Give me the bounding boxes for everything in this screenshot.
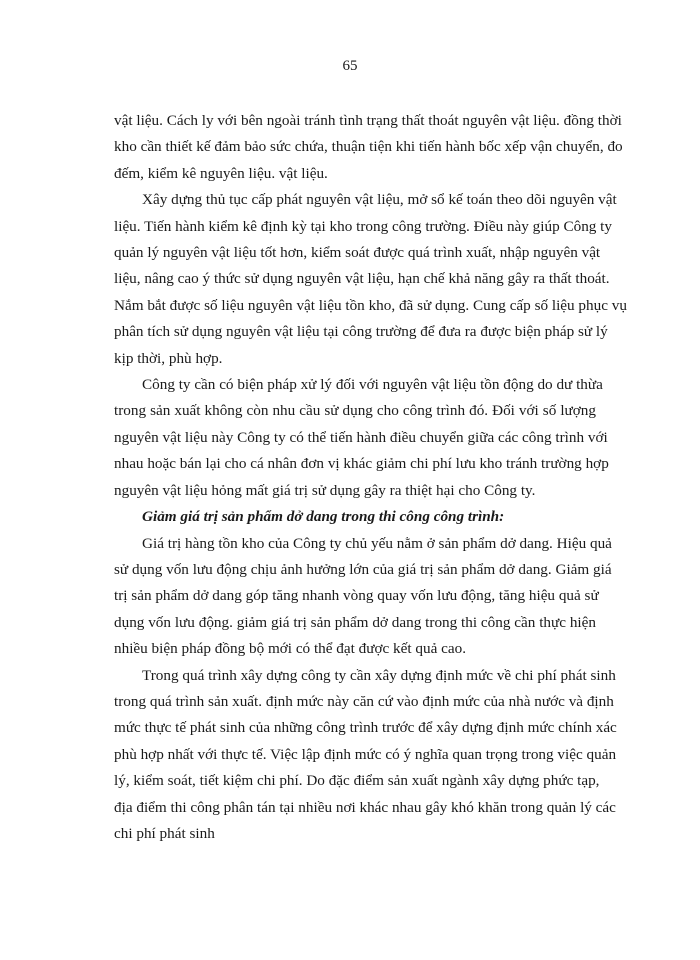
text-line: quản lý nguyên vật liệu tốt hơn, kiểm soát được quá trình xuất, nhập nguyên vật xyxy=(114,244,601,262)
document-body xyxy=(114,108,627,847)
text-line: kho cần thiết kế đảm bảo sức chứa, thuận tiện khi tiến hành bốc xếp vận chuyển, đo xyxy=(114,138,623,156)
paragraph-procedures xyxy=(114,187,627,372)
text-line: trong sản xuất không còn nhu cầu sử dụng cho công trình đó. Đối với số lượng xyxy=(114,402,596,420)
text-line: sử dụng vốn lưu động chịu ảnh hưởng lớn của giá trị sản phẩm dở dang. Giảm giá xyxy=(114,560,612,578)
text-line: Công ty cần có biện pháp xử lý đối với nguyên vật liệu tồn động do dư thừa xyxy=(142,376,603,394)
text-line: Nắm bắt được số liệu nguyên vật liệu tồn kho, đã sử dụng. Cung cấp số liệu phục vụ xyxy=(114,296,627,314)
text-line: vật liệu. Cách ly với bên ngoài tránh tình trạng thất thoát nguyên vật liệu. đồng thời xyxy=(114,112,622,129)
text-line: phù hợp nhất với thực tế. Việc lập định mức có ý nghĩa quan trọng trong việc quản xyxy=(114,745,617,763)
text-line: phân tích sử dụng nguyên vật liệu tại công trường để đưa ra được biện pháp sử lý xyxy=(114,323,608,341)
paragraph-storage xyxy=(114,108,623,187)
text-line: kịp thời, phù hợp. xyxy=(114,349,223,367)
text-line: liệu, nâng cao ý thức sử dụng nguyên vật liệu, hạn chế khả năng gây ra thất thoát. xyxy=(114,270,610,288)
text-line: lý, kiểm soát, tiết kiệm chi phí. Do đặc điểm sản xuất ngành xây dựng phức tạp, xyxy=(114,772,600,790)
text-line: Trong quá trình xây dựng công ty cần xây dựng định mức về chi phí phát sinh xyxy=(142,666,616,684)
text-line: chi phí phát sinh xyxy=(114,824,215,842)
text-line: Giá trị hàng tồn kho của Công ty chủ yếu nằm ở sản phẩm dở dang. Hiệu quả xyxy=(142,534,612,552)
text-line: mức thực tế phát sinh của những công trình trước để xây dựng định mức chính xác xyxy=(114,719,617,737)
paragraph-surplus xyxy=(114,372,609,504)
text-line: trong quá trình sản xuất. định mức này căn cứ vào định mức của nhà nước và định xyxy=(114,692,614,710)
paragraph-wip xyxy=(114,531,612,663)
text-line: nhiều biện pháp đồng bộ mới có thể đạt được kết quả cao. xyxy=(114,640,466,658)
text-line: dụng vốn lưu động. giảm giá trị sản phẩm dở dang trong thi công cần thực hiện xyxy=(114,613,596,631)
text-line: liệu. Tiến hành kiểm kê định kỳ tại kho trong công trường. Điều này giúp Công ty xyxy=(114,217,612,235)
paragraph-norms xyxy=(114,663,617,848)
page-number: 65 xyxy=(342,58,358,74)
text-line: đếm, kiểm kê nguyên liệu. vật liệu. xyxy=(114,164,328,182)
text-line: Xây dựng thủ tục cấp phát nguyên vật liệu, mở sổ kế toán theo dõi nguyên vật xyxy=(142,191,617,209)
text-line: nguyên vật liệu hỏng mất giá trị sử dụng gây ra thiệt hại cho Công ty. xyxy=(114,481,536,499)
text-line: nhau hoặc bán lại cho cá nhân đơn vị khác giảm chi phí lưu kho tránh trường hợp xyxy=(114,455,609,473)
text-line: nguyên vật liệu này Công ty có thể tiến hành điều chuyển giữa các công trình với xyxy=(114,428,608,446)
section-heading: Giảm giá trị sản phẩm dở dang trong thi công công trình: xyxy=(142,508,505,526)
text-line: địa điểm thi công phân tán tại nhiều nơi khác nhau gây khó khăn trong quản lý các xyxy=(114,798,616,816)
text-line: trị sản phẩm dở dang góp tăng nhanh vòng quay vốn lưu động, tăng hiệu quả sử xyxy=(114,587,599,605)
